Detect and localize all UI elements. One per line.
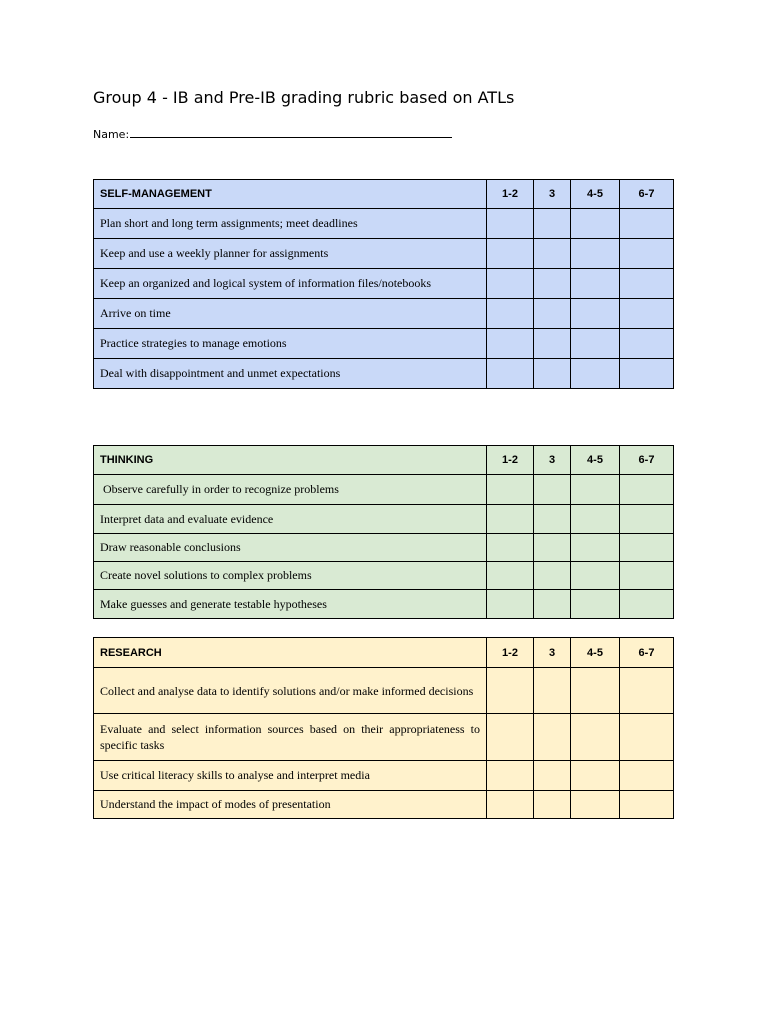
score-cell[interactable] — [487, 505, 534, 534]
score-cell[interactable] — [620, 239, 674, 269]
score-cell[interactable] — [571, 269, 620, 299]
criterion-label: Make guesses and generate testable hypotheses — [94, 590, 487, 619]
name-blank-line[interactable] — [130, 136, 452, 138]
score-cell[interactable] — [487, 239, 534, 269]
score-header: 1-2 — [487, 446, 534, 475]
criterion-label: Practice strategies to manage emotions — [94, 329, 487, 359]
table-row — [94, 505, 674, 534]
score-cell[interactable] — [571, 534, 620, 562]
score-header: 4-5 — [571, 638, 620, 668]
score-cell[interactable] — [487, 209, 534, 239]
criterion-label: Keep an organized and logical system of information files/notebooks — [94, 269, 487, 299]
table-header-row — [94, 180, 674, 209]
score-header: 3 — [534, 446, 571, 475]
score-cell[interactable] — [571, 761, 620, 791]
score-cell[interactable] — [487, 475, 534, 505]
score-cell[interactable] — [571, 209, 620, 239]
score-header: 6-7 — [620, 638, 674, 668]
score-cell[interactable] — [487, 761, 534, 791]
criterion-label: Deal with disappointment and unmet expectations — [94, 359, 487, 389]
criterion-label: Interpret data and evaluate evidence — [94, 505, 487, 534]
criterion-label: Plan short and long term assignments; meet deadlines — [94, 209, 487, 239]
score-cell[interactable] — [571, 239, 620, 269]
table-row — [94, 299, 674, 329]
score-cell[interactable] — [534, 359, 571, 389]
name-field[interactable] — [93, 128, 452, 141]
score-cell[interactable] — [620, 475, 674, 505]
score-cell[interactable] — [571, 590, 620, 619]
page-title: Group 4 - IB and Pre-IB grading rubric based on ATLs — [93, 88, 515, 107]
score-header: 1-2 — [487, 180, 534, 209]
score-cell[interactable] — [571, 714, 620, 761]
table-row — [94, 239, 674, 269]
score-cell[interactable] — [571, 505, 620, 534]
score-cell[interactable] — [487, 590, 534, 619]
score-cell[interactable] — [534, 714, 571, 761]
table-row — [94, 714, 674, 761]
table-row — [94, 761, 674, 791]
score-cell[interactable] — [620, 590, 674, 619]
score-cell[interactable] — [571, 359, 620, 389]
research-table — [93, 637, 674, 819]
score-cell[interactable] — [620, 714, 674, 761]
score-cell[interactable] — [620, 505, 674, 534]
score-header: 3 — [534, 180, 571, 209]
table-row — [94, 209, 674, 239]
table-row — [94, 475, 674, 505]
section-heading: SELF-MANAGEMENT — [94, 180, 487, 209]
score-cell[interactable] — [571, 791, 620, 819]
criterion-label: Evaluate and select information sources based on their appropriateness to specific tasks — [94, 714, 487, 761]
score-cell[interactable] — [534, 329, 571, 359]
score-cell[interactable] — [620, 668, 674, 714]
score-cell[interactable] — [620, 761, 674, 791]
criterion-label: Understand the impact of modes of presentation — [94, 791, 487, 819]
score-cell[interactable] — [620, 791, 674, 819]
score-cell[interactable] — [534, 534, 571, 562]
score-cell[interactable] — [534, 668, 571, 714]
score-cell[interactable] — [571, 475, 620, 505]
score-cell[interactable] — [534, 505, 571, 534]
score-header: 3 — [534, 638, 571, 668]
score-cell[interactable] — [487, 714, 534, 761]
criterion-label: Keep and use a weekly planner for assignments — [94, 239, 487, 269]
table-header-row — [94, 446, 674, 475]
score-cell[interactable] — [487, 359, 534, 389]
score-cell[interactable] — [620, 329, 674, 359]
thinking-table — [93, 445, 674, 619]
self-management-table — [93, 179, 674, 389]
section-heading: THINKING — [94, 446, 487, 475]
score-header: 6-7 — [620, 180, 674, 209]
table-row — [94, 590, 674, 619]
score-cell[interactable] — [487, 299, 534, 329]
score-cell[interactable] — [571, 562, 620, 590]
table-row — [94, 562, 674, 590]
score-cell[interactable] — [534, 209, 571, 239]
score-cell[interactable] — [534, 299, 571, 329]
score-cell[interactable] — [534, 269, 571, 299]
score-cell[interactable] — [534, 791, 571, 819]
score-cell[interactable] — [620, 209, 674, 239]
criterion-label: Create novel solutions to complex problems — [94, 562, 487, 590]
score-cell[interactable] — [534, 562, 571, 590]
score-cell[interactable] — [620, 269, 674, 299]
score-cell[interactable] — [487, 269, 534, 299]
table-row — [94, 534, 674, 562]
table-row — [94, 359, 674, 389]
score-header: 1-2 — [487, 638, 534, 668]
score-header: 4-5 — [571, 180, 620, 209]
score-cell[interactable] — [487, 668, 534, 714]
criterion-label: Draw reasonable conclusions — [94, 534, 487, 562]
score-cell[interactable] — [620, 534, 674, 562]
table-row — [94, 269, 674, 299]
score-header: 4-5 — [571, 446, 620, 475]
score-cell[interactable] — [534, 475, 571, 505]
score-cell[interactable] — [487, 562, 534, 590]
score-cell[interactable] — [534, 590, 571, 619]
criterion-label: Use critical literacy skills to analyse and interpret media — [94, 761, 487, 791]
score-cell[interactable] — [534, 761, 571, 791]
criterion-label: Collect and analyse data to identify solutions and/or make informed decisions — [94, 668, 487, 714]
score-cell[interactable] — [571, 329, 620, 359]
name-label: Name: — [93, 128, 130, 141]
score-header: 6-7 — [620, 446, 674, 475]
score-cell[interactable] — [571, 299, 620, 329]
score-cell[interactable] — [620, 562, 674, 590]
criterion-label: Observe carefully in order to recognize problems — [94, 475, 487, 505]
table-row — [94, 329, 674, 359]
score-cell[interactable] — [571, 668, 620, 714]
score-cell[interactable] — [487, 534, 534, 562]
section-heading: RESEARCH — [94, 638, 487, 668]
score-cell[interactable] — [534, 239, 571, 269]
score-cell[interactable] — [620, 299, 674, 329]
score-cell[interactable] — [487, 791, 534, 819]
score-cell[interactable] — [487, 329, 534, 359]
table-row — [94, 668, 674, 714]
table-row — [94, 791, 674, 819]
score-cell[interactable] — [620, 359, 674, 389]
criterion-label: Arrive on time — [94, 299, 487, 329]
table-header-row — [94, 638, 674, 668]
